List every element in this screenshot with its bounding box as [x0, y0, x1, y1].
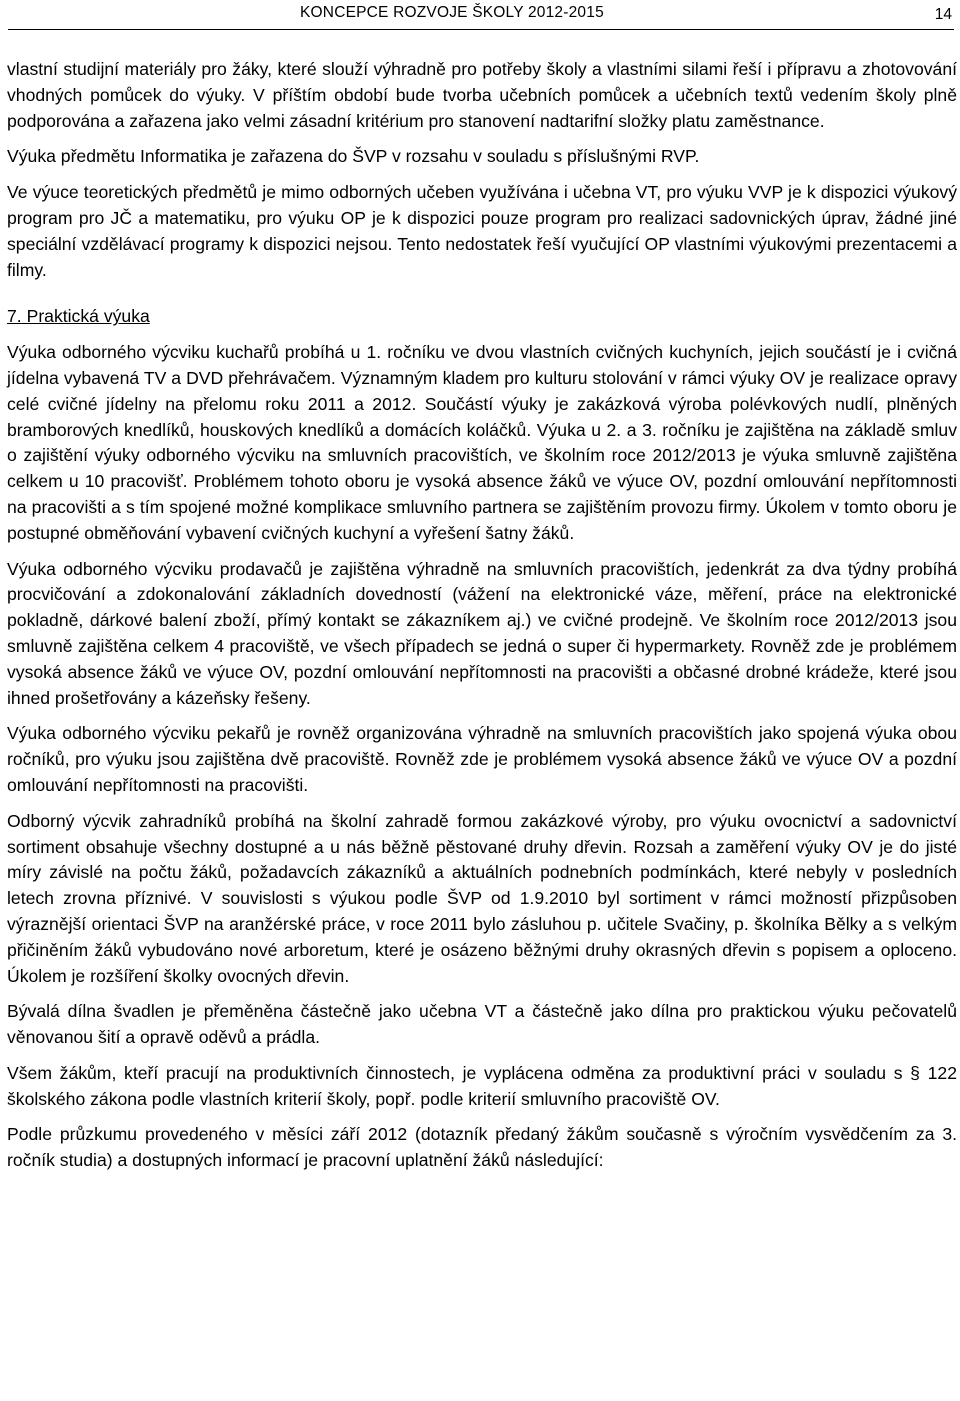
- page-header: [8, 0, 954, 30]
- section-title: Praktická výuka: [26, 306, 150, 327]
- paragraph-survey: Podle průzkumu provedeného v měsíci září 2012 (dotazník předaný žákům současně s výročním vysvědčením za 3. ročník studia) a dostupných informací je pracovní uplatnění žáků následující:: [7, 1124, 957, 1171]
- page-number: 14: [934, 6, 952, 23]
- paragraph-remuneration: Všem žákům, kteří pracují na produktivních činnostech, je vyplácena odměna za produktivní práci v souladu s § 122 školského zákona podle vlastních kriterií školy, popř. podle kriterií smluvního pracoviště OV.: [7, 1062, 957, 1109]
- paragraph-gardeners: Odborný výcvik zahradníků probíhá na školní zahradě formou zakázkové výroby, pro výuku ovocnictví a sadovnictví sortiment obsahuje všechny dostupné a u nás běžně pěstované druhy dřevin. Rozsah a zaměření výuky OV je do jisté míry závislé na počtu žáků, požadavcích zákazníků a aktuálních podnebních podmínkách, které nebyly v posledních letech zrovna příznivé. V souvislosti s výukou podle ŠVP od 1.9.2010 byl sortiment v rámci možností přizpůsoben výraznější orientaci ŠVP na aranžérské práce, v roce 2011 bylo zásluhou p. učitele Svačiny, p. školníka Bělky a s velkým přičiněním žáků vybudováno nové arboretum, které je osázeno běžnými druhy okrasných dřevin s popisem a oplocenо. Úkolem je rozšíření školky ovocných dřevin.: [7, 810, 957, 986]
- paragraph-teaching-materials: vlastní studijní materiály pro žáky, které slouží výhradně pro potřeby školy a vlastními silami řeší i přípravu a zhotovování vhodných pomůcek do výuky. V příštím období bude tvorba učebních pomůcek a učebních textů vedením školy plně podporována a zařazena jako velmi zásadní kritérium pro stanovení nadtarifní složky platu zaměstnance.: [7, 59, 957, 131]
- section-number: 7.: [7, 306, 22, 327]
- paragraph-cooks: Výuka odborného výcviku kuchařů probíhá u 1. ročníku ve dvou vlastních cvičných kuchyních, jejich součástí je i cvičná jídelna vybavená TV a DVD přehrávačem. Významným kladem pro kulturu stolování v rámci výuky OV je realizace opravy celé cvičné jídelny na přelomu roku 2011 a 2012. Součástí výuky je zakázková výroba polévkových nudlí, plněných bramborových knedlíků, houskových knedlíků a domácích koláčků. Výuka u 2. a 3. ročníku je zajištěna na základě smluv o zajištění výuky odborného výcviku na smluvních pracovištích, ve školním roce 2012/2013 je výuka smluvně zajištěna celkem u 10 pracovišť. Problémem tohoto oboru je vysoká absence žáků ve výuce OV, pozdní omlouvání nepřítomnosti na pracovišti a s tím spojené možné komplikace smluvního partnera se zajištěním provozu firmy. Úkolem v tomto oboru je postupné obměňování vybavení cvičných kuchyní a vyřešení šatny žáků.: [7, 342, 957, 543]
- document-title: KONCEPCE ROZVOJE ŠKOLY 2012-2015: [300, 4, 604, 21]
- paragraph-informatics: Výuka předmětu Informatika je zařazena do ŠVP v rozsahu v souladu s příslušnými RVP.: [7, 146, 700, 167]
- paragraph-sellers: Výuka odborného výcviku prodavačů je zajištěna výhradně na smluvních pracovištích, jedenkrát za dva týdny probíhá procvičování a zdokonalování základních dovedností (vážení na elektronické váze, měření, práce na elektronické pokladně, dárkové balení zboží, přímý kontakt se zákazníkem aj.) ve cvičné prodejně. Ve školním roce 2012/2013 jsou smluvně zajištěna celkem 4 pracoviště, ve všech případech se jedná o super či hypermarkety. Rovněž zde je problémem vysoká absence žáků ve výuce OV, pozdní omlouvání nepřítomnosti na pracovišti a občasné drobné krádeže, které jsou ihned prošetřovány a kázeňsky řešeny.: [7, 558, 957, 708]
- paragraph-theory-subjects: Ve výuce teoretických předmětů je mimo odborných učeben využívána i učebna VT, pro výuku VVP je k dispozici výukový program pro JČ a matematiku, pro výuku OP je k dispozici pouze program pro realizaci sadovnických úprav, žádné jiné speciální vzdělávací programy k dispozici nejsou. Tento nedostatek řeší vyučující OP vlastními výukovými prezentacemi a filmy.: [7, 182, 957, 280]
- document-body: [7, 57, 957, 1184]
- paragraph-bakers: Výuka odborného výcviku pekařů je rovněž organizována výhradně na smluvních pracovištích jako spojená výuka obou ročníků, pro výuku jsou zajištěna dvě pracoviště. Rovněž zde je problémem vysoká absence žáků ve výuce OV a pozdní omlouvání nepřítomnosti na pracovišti.: [7, 723, 957, 795]
- section-heading: [7, 304, 957, 330]
- paragraph-workshop: Bývalá dílna švadlen je přeměněna částečně jako učebna VT a částečně jako dílna pro praktickou výuku pečovatelů věnovanou šití a opravě oděvů a prádla.: [7, 1001, 957, 1048]
